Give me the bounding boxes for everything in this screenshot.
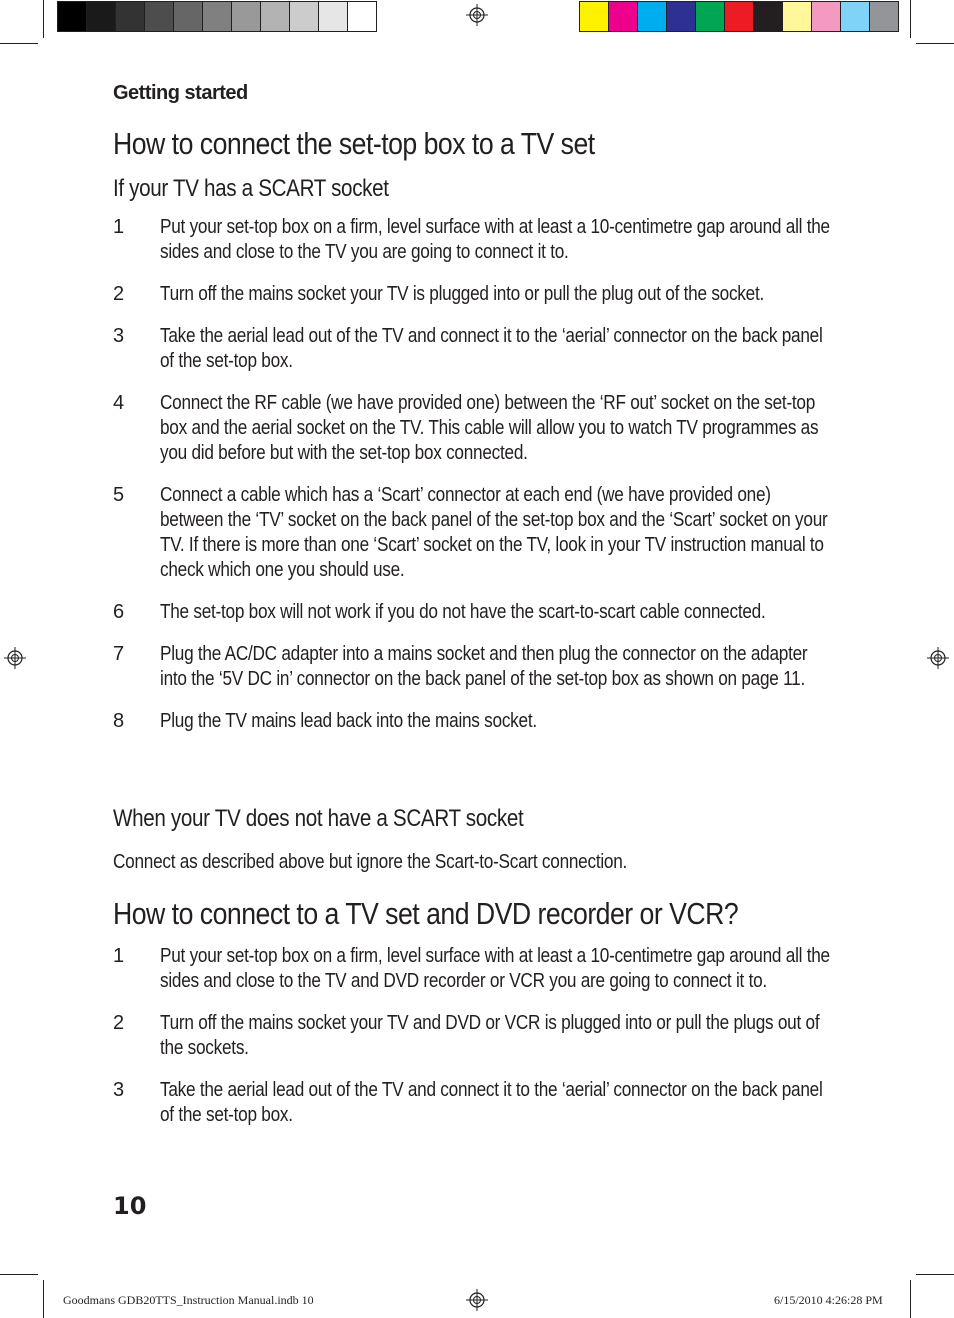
crop-mark — [0, 43, 38, 44]
registration-mark-icon — [466, 4, 488, 26]
page-number: 10 — [113, 1192, 147, 1220]
step-number: 4 — [113, 392, 124, 414]
step-text: Turn off the mains socket your TV is plugged into or pull the plug out of the socket. — [160, 283, 765, 305]
list-item — [113, 642, 833, 692]
step-text: Take the aerial lead out of the TV and connect it to the ‘aerial’ connector on the back panel of the set-top box. — [160, 1079, 823, 1126]
color-swatch — [58, 2, 87, 31]
crop-mark — [916, 1274, 954, 1275]
step-text: Plug the AC/DC adapter into a mains socket and then plug the connector on the adapter into the ‘5V DC in’ connector on the back panel of the set-top box as shown on page 11. — [160, 643, 808, 690]
step-number: 1 — [113, 945, 124, 967]
crop-mark — [0, 1274, 38, 1275]
color-swatch — [261, 2, 290, 31]
no-scart-text: Connect as described above but ignore the Scart-to-Scart connection. — [113, 851, 628, 873]
color-swatch — [609, 2, 638, 31]
section-title-dvd-vcr: How to connect to a TV set and DVD recorder or VCR? — [113, 896, 739, 931]
list-item — [113, 324, 833, 374]
step-text: Put your set-top box on a firm, level surface with at least a 10-centimetre gap around all the sides and close to the TV you are going to connect it to. — [160, 216, 830, 263]
step-number: 2 — [113, 1012, 124, 1034]
slug-date-info: 6/15/2010 4:26:28 PM — [774, 1293, 883, 1307]
color-swatch — [696, 2, 725, 31]
color-swatch — [841, 2, 870, 31]
step-number: 8 — [113, 710, 124, 732]
step-number: 6 — [113, 601, 124, 623]
color-swatch — [203, 2, 232, 31]
color-swatch — [116, 2, 145, 31]
color-swatch — [319, 2, 348, 31]
slug-file-info: Goodmans GDB20TTS_Instruction Manual.indb 10 — [63, 1293, 314, 1307]
list-item — [113, 215, 833, 265]
list-item — [113, 944, 833, 994]
registration-mark-icon — [466, 1289, 488, 1311]
no-scart-heading: When your TV does not have a SCART socket — [113, 805, 524, 832]
color-swatch — [290, 2, 319, 31]
dvd-vcr-steps-list — [113, 944, 833, 1145]
color-swatch — [870, 2, 898, 31]
color-swatch — [174, 2, 203, 31]
step-text: The set-top box will not work if you do not have the scart-to-scart cable connected. — [160, 601, 766, 623]
section-label: Getting started — [113, 82, 248, 104]
list-item — [113, 282, 833, 307]
color-swatch — [580, 2, 609, 31]
step-number: 3 — [113, 1079, 124, 1101]
list-item — [113, 391, 833, 466]
crop-mark — [910, 1280, 911, 1318]
color-swatch — [232, 2, 261, 31]
crop-mark — [916, 43, 954, 44]
step-text: Connect a cable which has a ‘Scart’ connector at each end (we have provided one) between the ‘TV’ socket on the back panel of the set-top box and the ‘Scart’ socket on your TV. If there is more than one ‘Scart’ socket on the TV, look in your TV instruction manual to check which one you should use. — [160, 484, 828, 581]
step-text: Put your set-top box on a firm, level surface with at least a 10-centimetre gap around all the sides and close to the TV and DVD recorder or VCR you are going to connect it to. — [160, 945, 830, 992]
step-number: 2 — [113, 283, 124, 305]
list-item — [113, 1011, 833, 1061]
color-calibration-bar — [579, 1, 899, 32]
step-number: 5 — [113, 484, 124, 506]
color-swatch — [348, 2, 376, 31]
registration-mark-icon — [4, 647, 26, 669]
list-item — [113, 600, 833, 625]
step-number: 1 — [113, 216, 124, 238]
color-swatch — [783, 2, 812, 31]
color-swatch — [754, 2, 783, 31]
list-item — [113, 483, 833, 583]
step-text: Plug the TV mains lead back into the mains socket. — [160, 710, 537, 732]
crop-mark — [43, 0, 44, 38]
no-scart-paragraph — [113, 850, 833, 875]
scart-heading: If your TV has a SCART socket — [113, 175, 389, 202]
step-number: 3 — [113, 325, 124, 347]
step-number: 7 — [113, 643, 124, 665]
color-swatch — [667, 2, 696, 31]
registration-mark-icon — [927, 647, 949, 669]
step-text: Turn off the mains socket your TV and DVD or VCR is plugged into or pull the plugs out of the sockets. — [160, 1012, 820, 1059]
page-title: How to connect the set-top box to a TV set — [113, 126, 595, 161]
crop-mark — [43, 1280, 44, 1318]
color-swatch — [87, 2, 116, 31]
crop-mark — [910, 0, 911, 38]
list-item — [113, 709, 833, 734]
step-text: Take the aerial lead out of the TV and connect it to the ‘aerial’ connector on the back panel of the set-top box. — [160, 325, 823, 372]
step-text: Connect the RF cable (we have provided one) between the ‘RF out’ socket on the set-top box and the aerial socket on the TV. This cable will allow you to watch TV programmes as you did before but with the set-top box connected. — [160, 392, 819, 464]
color-swatch — [145, 2, 174, 31]
color-swatch — [638, 2, 667, 31]
color-swatch — [812, 2, 841, 31]
list-item — [113, 1078, 833, 1128]
color-swatch — [725, 2, 754, 31]
scart-steps-list — [113, 215, 833, 751]
grayscale-calibration-bar — [57, 1, 377, 32]
